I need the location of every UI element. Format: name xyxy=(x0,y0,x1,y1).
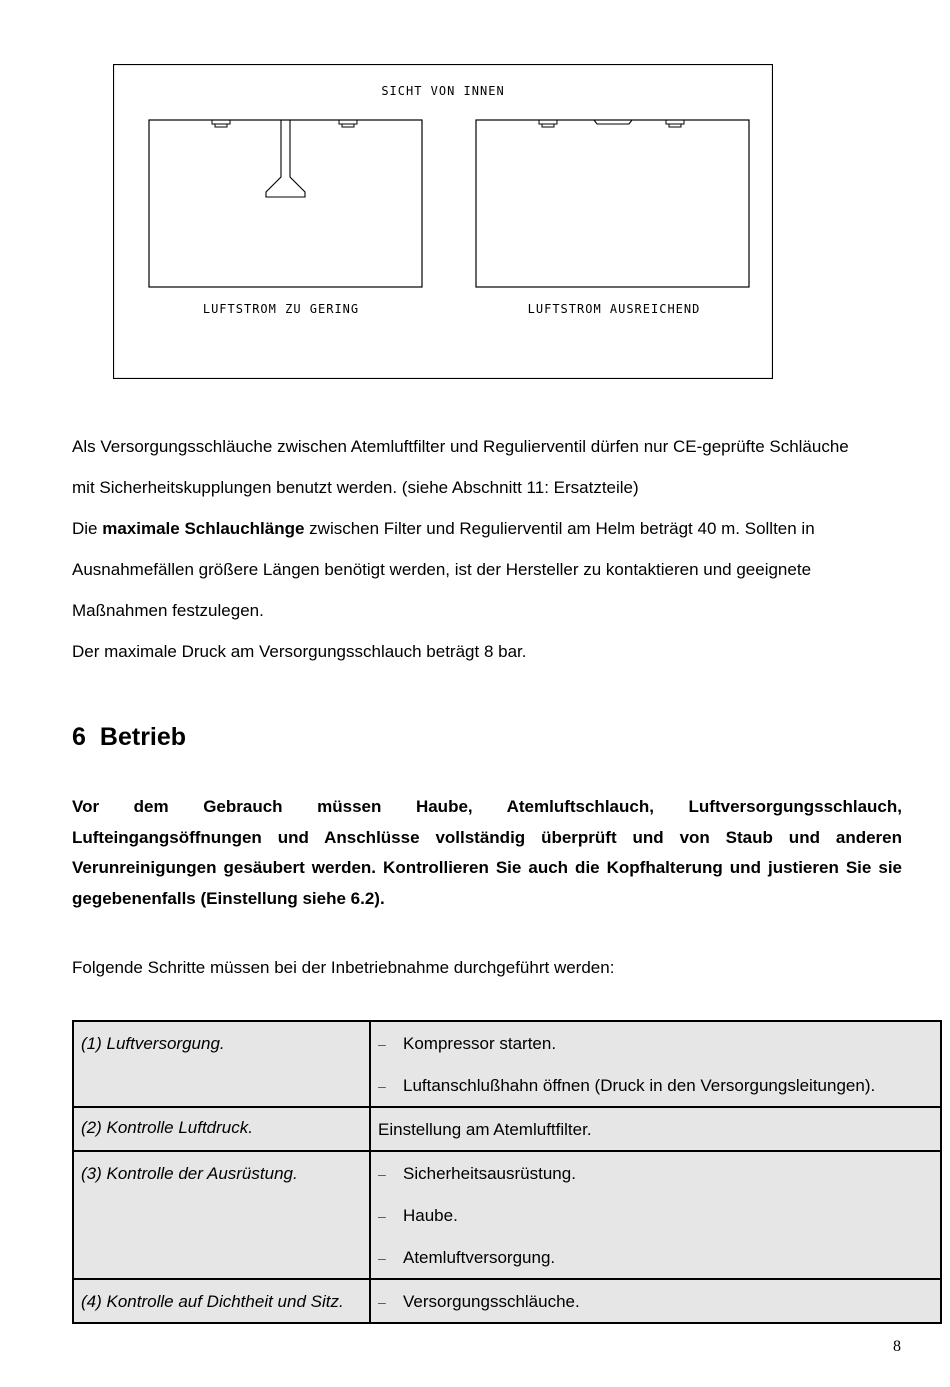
right-fitting-1 xyxy=(539,120,557,127)
table-row xyxy=(73,1021,941,1107)
step-label: (4) Kontrolle auf Dichtheit und Sitz. xyxy=(73,1279,370,1323)
step-label: (1) Luftversorgung. xyxy=(73,1021,370,1107)
intro-line-4: Ausnahmefällen größere Längen benötigt werden, ist der Hersteller zu kontaktieren und geeignete xyxy=(72,560,812,579)
airflow-diagram xyxy=(113,64,773,379)
table-row xyxy=(73,1151,941,1279)
airflow-figure xyxy=(113,64,773,379)
list-item: Einstellung am Atemluftfilter. xyxy=(378,1120,592,1139)
figure-title: SICHT VON INNEN xyxy=(381,84,505,98)
max-hose-length-emphasis: maximale Schlauchlänge xyxy=(102,519,305,538)
section-number: 6 xyxy=(72,723,86,751)
list-item: – Kompressor starten. xyxy=(378,1034,557,1053)
list-item: – Luftanschlußhahn öffnen (Druck in den Versorgungsleitungen). xyxy=(378,1076,876,1095)
figure-frame xyxy=(114,65,773,379)
intro-line-2: mit Sicherheitskupplungen benutzt werden. (siehe Abschnitt 11: Ersatzteile) xyxy=(72,478,639,497)
step-actions xyxy=(370,1107,941,1151)
step-label: (2) Kontrolle Luftdruck. xyxy=(73,1107,370,1151)
intro-line-1: Als Versorgungsschläuche zwischen Atemluftfilter und Regulierventil dürfen nur CE-geprüfte Schläuche xyxy=(72,437,849,456)
step-actions xyxy=(370,1021,941,1107)
list-item: – Atemluftversorgung. xyxy=(378,1248,556,1267)
table-row xyxy=(73,1107,941,1151)
startup-steps-table xyxy=(72,1020,942,1324)
right-fitting-2 xyxy=(666,120,684,127)
step-label: (3) Kontrolle der Ausrüstung. xyxy=(73,1151,370,1279)
pre-use-warning: Vor dem Gebrauch müssen Haube, Atemluftschlauch, Luftversorgungsschlauch, Lufteingangsöffnungen und Anschlüsse vollständig überprüft und von Staub und anderen Verunreinigungen gesäubert werden. Kontrollieren Sie auch die Kopfhalterung und justieren Sie sie gegebenenfalls (Einstellung siehe 6.2). xyxy=(72,797,902,908)
section-heading xyxy=(72,723,200,752)
left-caption: LUFTSTROM ZU GERING xyxy=(202,302,360,316)
collapsed-hose-shape xyxy=(266,120,305,197)
intro-line-6: Der maximale Druck am Versorgungsschlauch beträgt 8 bar. xyxy=(72,642,527,661)
steps-intro: Folgende Schritte müssen bei der Inbetriebnahme durchgeführt werden: xyxy=(72,958,615,977)
intro-line-5: Maßnahmen festzulegen. xyxy=(72,601,264,620)
left-fitting-2 xyxy=(339,120,357,127)
list-item: – Versorgungsschläuche. xyxy=(378,1292,580,1311)
section-title: Betrieb xyxy=(99,723,187,751)
step-actions xyxy=(370,1279,941,1323)
intro-line-3: Die maximale Schlauchlänge zwischen Filter und Regulierventil am Helm beträgt 40 m. Sollten in xyxy=(72,519,815,538)
list-item: – Haube. xyxy=(378,1206,458,1225)
list-item: – Sicherheitsausrüstung. xyxy=(378,1164,576,1183)
left-hood-box xyxy=(149,120,422,287)
table-row xyxy=(73,1279,941,1323)
right-caption: LUFTSTROM AUSREICHEND xyxy=(527,302,701,316)
page-number: 8 xyxy=(893,1338,901,1355)
step-actions xyxy=(370,1151,941,1279)
left-fitting-1 xyxy=(212,120,230,127)
right-hood-box xyxy=(476,120,749,287)
